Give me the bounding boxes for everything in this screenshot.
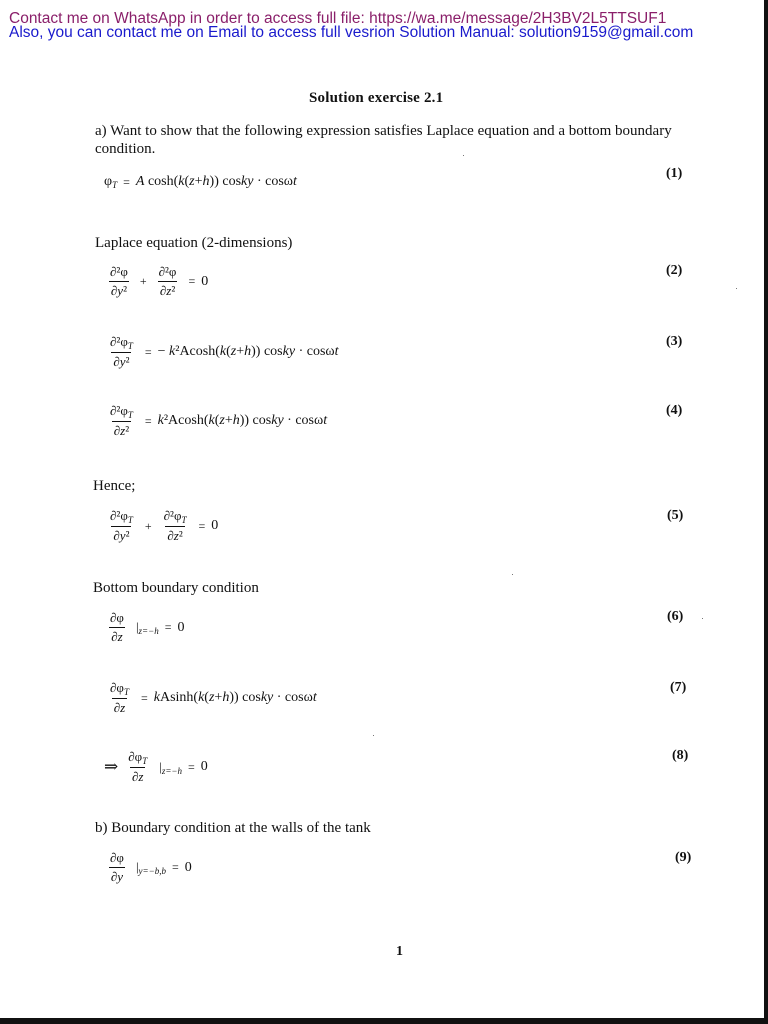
part-a-intro: a) Want to show that the following expression satisfies Laplace equation and a bottom boundary condition.: [95, 123, 672, 157]
equation-4: $\frac{\partial^2\varphi_T}{\text{∂z²}}$ = k²Acosh(k(z+h)) cosky · cosωt: [110, 403, 328, 438]
scan-speck: [512, 574, 513, 575]
banner-whatsapp[interactable]: Contact me on WhatsApp in order to access full file: https://wa.me/message/2H3BV2L5TTSUF1: [9, 10, 667, 27]
scan-speck: [373, 735, 374, 736]
equation-2: $\frac{\text{∂²φ}}{\text{∂y²}}$ + $\frac{\text{∂²φ}}{\text{∂z²}}$ = 0: [110, 264, 209, 298]
equation-number: (7): [670, 680, 687, 695]
bottom-bc-heading: Bottom boundary condition: [93, 580, 259, 596]
page-title: Solution exercise 2.1: [309, 90, 444, 106]
hence-heading: Hence;: [93, 478, 136, 494]
equation-number: (2): [666, 263, 683, 278]
equation-number: (8): [672, 748, 689, 763]
laplace-heading: Laplace equation (2-dimensions): [95, 235, 293, 251]
equation-8: ⇒ $\frac{\partial\varphi_T}{\partial z}$ $|_{z=-h}$ = 0: [104, 749, 208, 784]
equation-9: $\frac{\partial\varphi}{\partial y}$ $|_{y=-b,b}$ = 0: [110, 850, 192, 884]
scan-edge-right: [764, 0, 768, 1024]
scan-speck: [463, 155, 464, 156]
equation-3: $\frac{\partial^2\varphi_T}{\text{∂y²}}$ = − k²Acosh(k(z+h)) cosky · cosωt: [110, 334, 339, 369]
scan-speck: [702, 618, 703, 619]
equation-number: (3): [666, 334, 683, 349]
equation-number: (1): [666, 166, 683, 181]
scan-edge-bottom: [0, 1018, 768, 1024]
equation-number: (4): [666, 403, 683, 418]
equation-5: $\frac{\partial^2\varphi_T}{\text{∂y²}}$ + $\frac{\partial^2\varphi_T}{\text{∂z²}}$ = 0: [110, 508, 219, 543]
scan-speck: [736, 288, 737, 289]
equation-number: (9): [675, 850, 692, 865]
equation-6: $\frac{\partial\varphi}{\partial z}$ $|_{z=-h}$ = 0: [110, 610, 185, 644]
equation-7: $\frac{\partial\varphi_T}{\partial z}$ = kAsinh(k(z+h)) cosky · cosωt: [110, 680, 317, 715]
equation-1: $\varphi_T$ = A cosh(k(z+h)) cosky · cosωt: [104, 174, 297, 190]
equation-number: (6): [667, 609, 684, 624]
page-number: 1: [396, 944, 403, 959]
equation-number: (5): [667, 508, 684, 523]
part-b-heading: b) Boundary condition at the walls of the tank: [95, 820, 371, 836]
banner-email[interactable]: Also, you can contact me on Email to access full vesrion Solution Manual: solution9159@gmail.com: [9, 24, 694, 41]
